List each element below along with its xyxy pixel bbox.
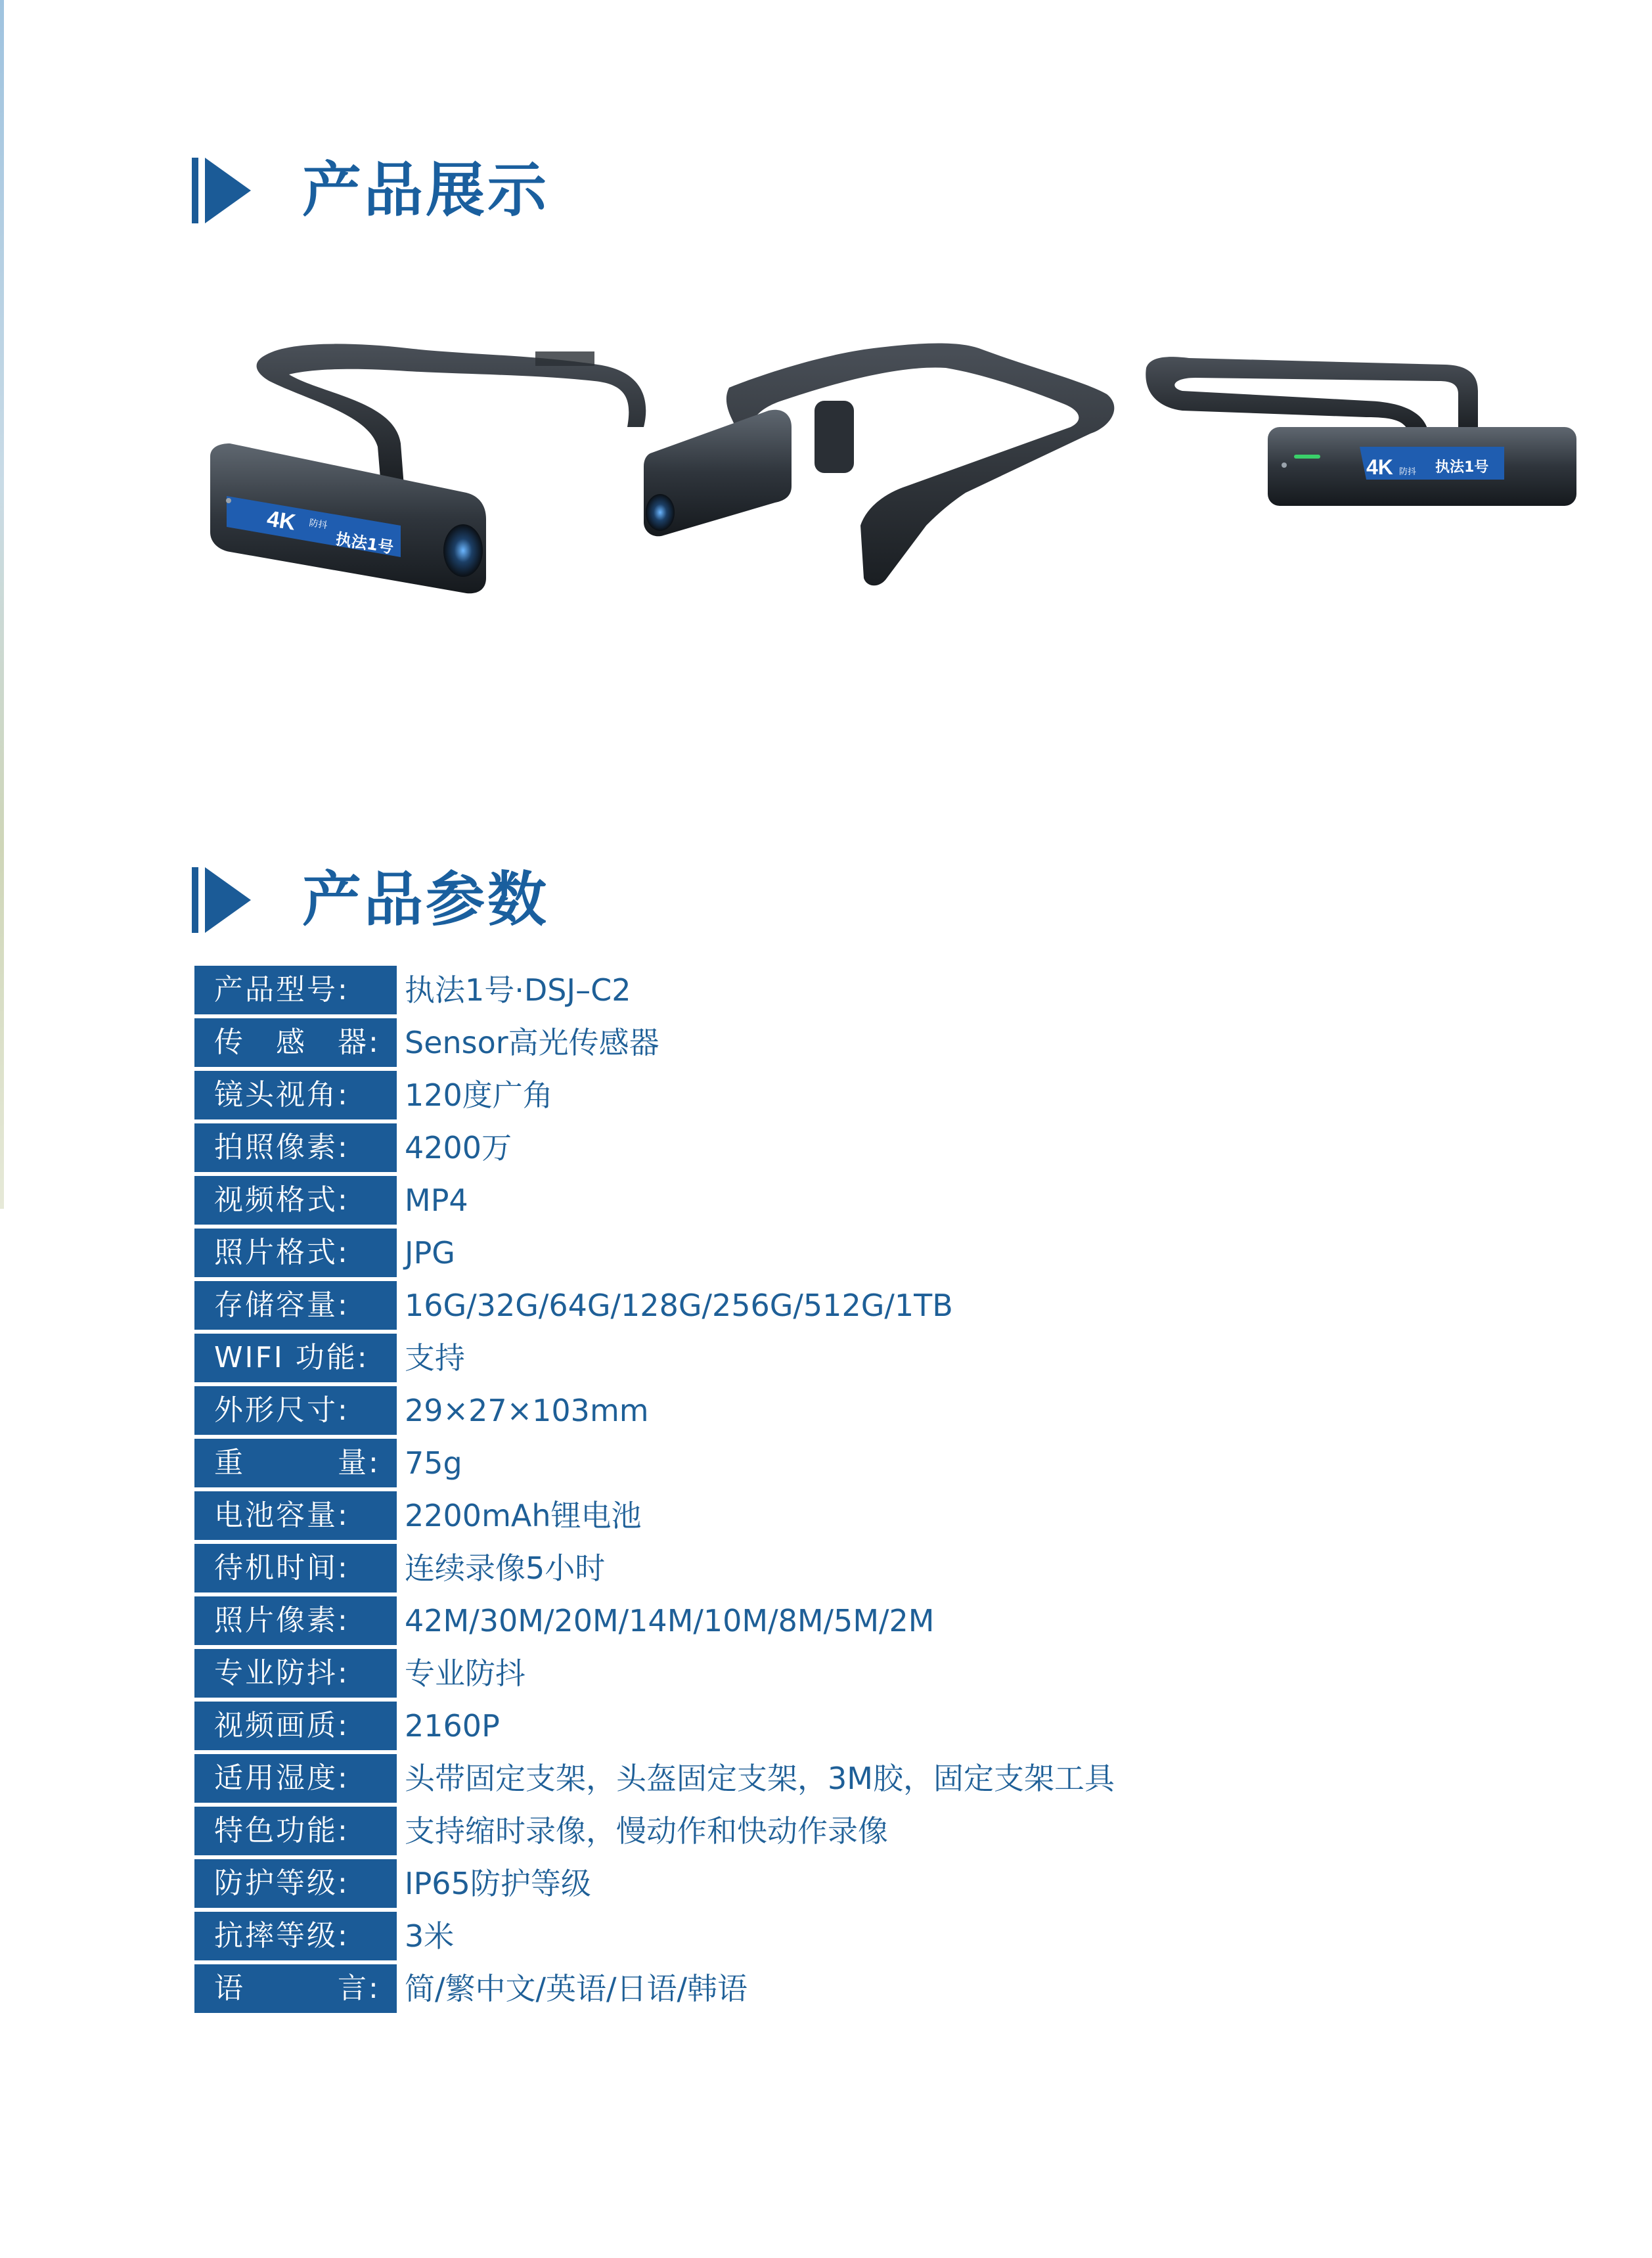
spec-label: 语 言: — [194, 1964, 397, 2013]
spec-value: 42M/30M/20M/14M/10M/8M/5M/2M — [405, 1603, 935, 1638]
spec-value: 120度广角 — [405, 1077, 553, 1113]
spec-label: 专业防抖: — [194, 1649, 397, 1698]
camera-right-brand: 执法1号 — [1435, 459, 1489, 476]
spec-label: 视频画质: — [194, 1702, 397, 1750]
spec-value: 16G/32G/64G/128G/256G/512G/1TB — [405, 1288, 953, 1323]
camera-left-badge: 4K — [265, 506, 298, 535]
spec-value: 支持 — [405, 1340, 465, 1376]
spec-value: 2160P — [405, 1708, 500, 1744]
spec-value: 3米 — [405, 1918, 455, 1954]
camera-product-right — [1146, 357, 1576, 506]
spec-label: 镜头视角: — [194, 1071, 397, 1119]
showcase-title: 产品展示 — [302, 156, 549, 225]
spec-label: 产品型号: — [194, 966, 397, 1014]
camera-right-badge: 4K — [1366, 455, 1393, 479]
spec-value: MP4 — [405, 1183, 468, 1218]
spec-value: 简/繁中文/英语/日语/韩语 — [405, 1971, 748, 2006]
spec-value: 2200mAh锂电池 — [405, 1498, 642, 1533]
svg-text:防抖: 防抖 — [1399, 467, 1417, 477]
spec-value: Sensor高光传感器 — [405, 1025, 659, 1060]
spec-label: 抗摔等级: — [194, 1912, 397, 1960]
params-title: 产品参数 — [302, 865, 549, 934]
camera-product-left — [210, 344, 646, 593]
spec-label: 存储容量: — [194, 1281, 397, 1330]
spec-value: IP65防护等级 — [405, 1866, 591, 1901]
spec-label: 待机时间: — [194, 1544, 397, 1592]
spec-value: 75g — [405, 1445, 462, 1481]
camera-left-brand: 执法1号 — [334, 530, 395, 557]
spec-value: 29×27×103mm — [405, 1393, 649, 1428]
spec-label: 特色功能: — [194, 1807, 397, 1855]
spec-label: 视频格式: — [194, 1176, 397, 1225]
svg-text:防抖: 防抖 — [308, 518, 328, 531]
spec-label: 拍照像素: — [194, 1123, 397, 1172]
product-images — [190, 328, 1583, 604]
page-edge-strip — [0, 0, 4, 1209]
spec-value: 执法1号·DSJ–C2 — [405, 972, 631, 1008]
spec-label: 电池容量: — [194, 1491, 397, 1540]
spec-label: WIFI 功能: — [194, 1334, 397, 1382]
lens-middle — [646, 494, 675, 531]
section-marker-icon — [192, 867, 251, 933]
spec-label: 防护等级: — [194, 1859, 397, 1908]
spec-value: 专业防抖 — [405, 1656, 525, 1691]
lens-left — [443, 524, 483, 577]
spec-label: 重 量: — [194, 1439, 397, 1487]
spec-value: 4200万 — [405, 1130, 512, 1165]
spec-value: 头带固定支架，头盔固定支架，3M胶，固定支架工具 — [405, 1761, 1115, 1796]
spec-value: 支持缩时录像，慢动作和快动作录像 — [405, 1813, 888, 1849]
spec-label: 照片像素: — [194, 1596, 397, 1645]
spec-value: JPG — [405, 1235, 455, 1271]
spec-value: 连续录像5小时 — [405, 1550, 606, 1586]
camera-product-middle — [644, 344, 1114, 586]
spec-label: 照片格式: — [194, 1229, 397, 1277]
headband-right — [1146, 357, 1478, 434]
section-marker-icon — [192, 158, 251, 223]
spec-label: 外形尺寸: — [194, 1386, 397, 1435]
spec-label: 适用湿度: — [194, 1754, 397, 1803]
spec-label: 传 感 器: — [194, 1018, 397, 1067]
